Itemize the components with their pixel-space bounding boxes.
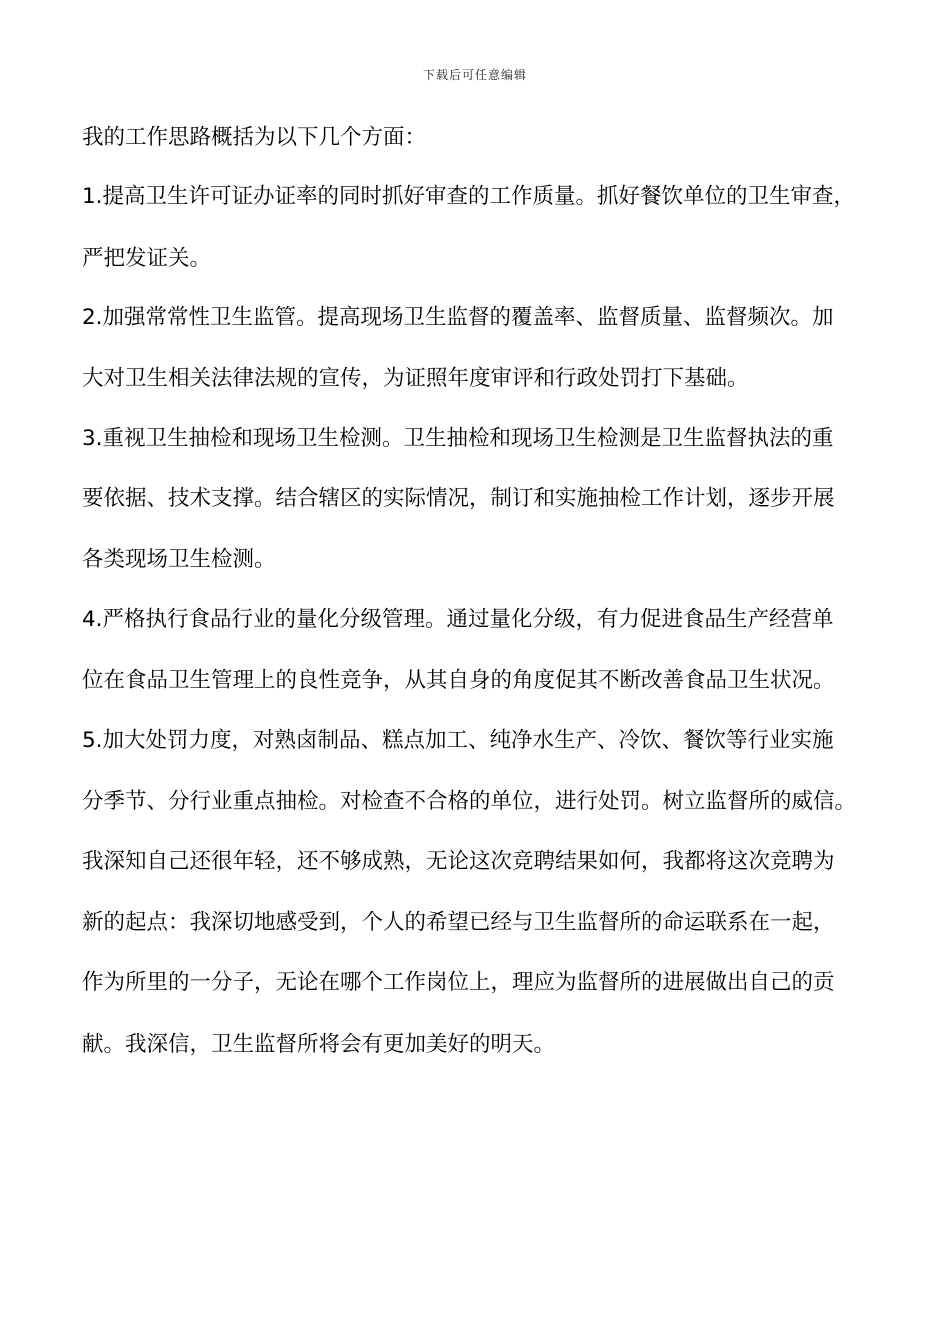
text-line: 新的起点：我深切地感受到，个人的希望已经与卫生监督所的命运联系在一起， xyxy=(82,910,835,935)
text-line: 3.重视卫生抽检和现场卫生检测。卫生抽检和现场卫生检测是卫生监督执法的重 xyxy=(82,426,834,451)
text-line: 大对卫生相关法律法规的宣传，为证照年度审评和行政处罚打下基础。 xyxy=(82,366,749,391)
text-line: 献。我深信，卫生监督所将会有更加美好的明天。 xyxy=(82,1032,556,1057)
text-line: 1.提高卫生许可证办证率的同时抓好审查的工作质量。抓好餐饮单位的卫生审查， xyxy=(82,184,856,209)
text-line: 我深知自己还很年轻，还不够成熟，无论这次竞聘结果如何，我都将这次竞聘为 xyxy=(82,849,835,874)
text-line: 位在食品卫生管理上的良性竞争，从其自身的角度促其不断改善食品卫生状况。 xyxy=(82,668,835,693)
text-line: 5.加大处罚力度，对熟卤制品、糕点加工、纯净水生产、冷饮、餐饮等行业实施 xyxy=(82,728,834,753)
text-line: 我的工作思路概括为以下几个方面： xyxy=(82,125,427,150)
text-line: 2.加强常常性卫生监管。提高现场卫生监督的覆盖率、监督质量、监督频次。加 xyxy=(82,305,834,330)
text-line: 要依据、技术支撑。结合辖区的实际情况，制订和实施抽检工作计划，逐步开展 xyxy=(82,486,835,511)
text-line: 4.严格执行食品行业的量化分级管理。通过量化分级，有力促进食品生产经营单 xyxy=(82,607,834,632)
header-note: 下载后可任意编辑 xyxy=(422,68,527,82)
text-line: 各类现场卫生检测。 xyxy=(82,547,276,572)
text-line: 严把发证关。 xyxy=(82,246,212,271)
text-line: 分季节、分行业重点抽检。对检查不合格的单位，进行处罚。树立监督所的威信。 xyxy=(82,789,857,814)
text-line: 作为所里的一分子，无论在哪个工作岗位上，理应为监督所的进展做出自己的贡 xyxy=(82,970,835,995)
